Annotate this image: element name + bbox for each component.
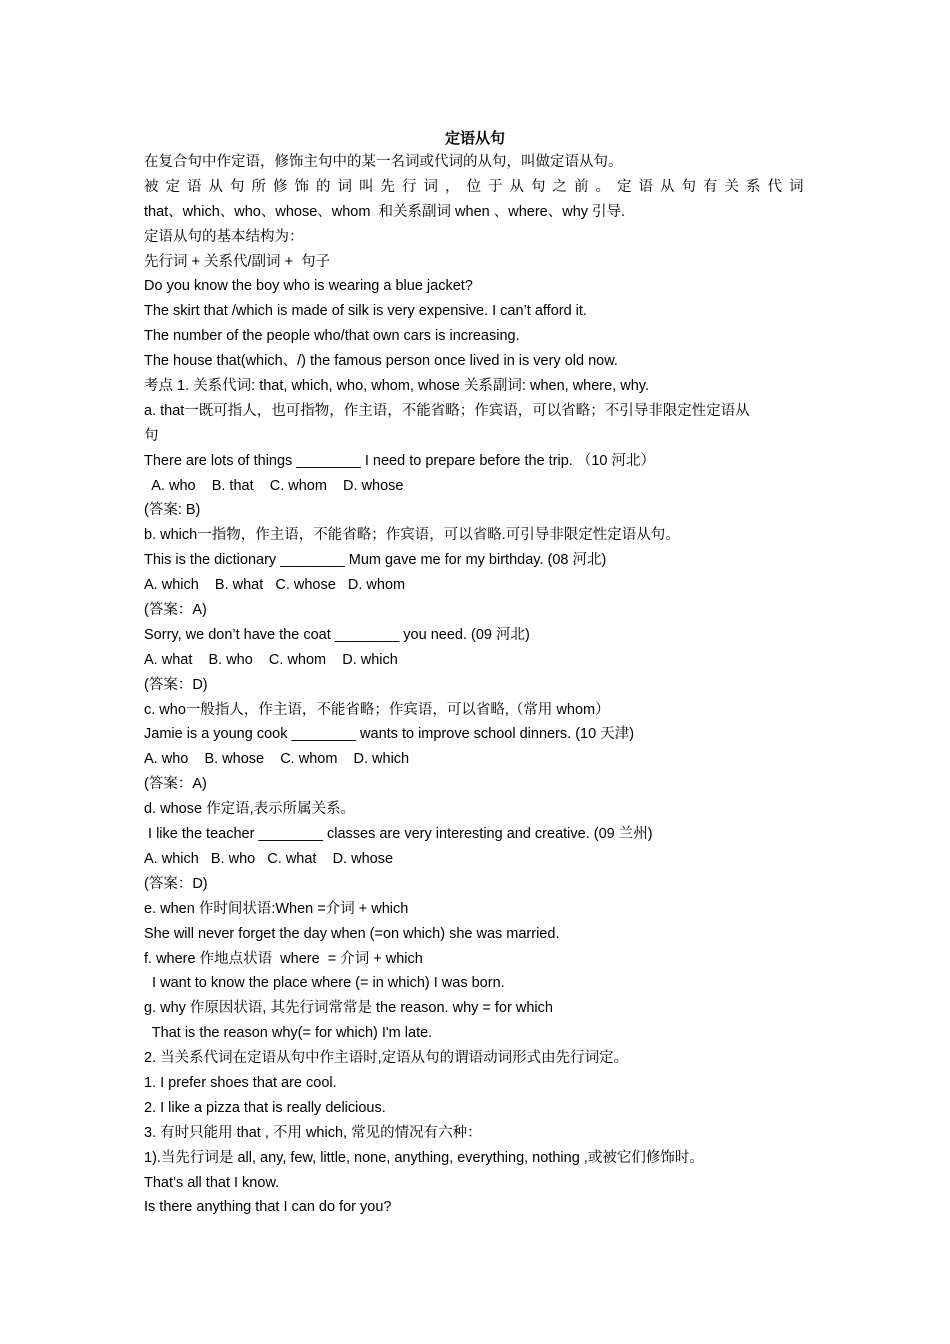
- text-line: Do you know the boy who is wearing a blue jacket?: [144, 278, 473, 295]
- text-line: I like the teacher ________ classes are very interesting and creative. (09 兰州): [144, 826, 653, 843]
- document-body: [144, 150, 808, 1220]
- document-title: 定语从句: [444, 129, 505, 147]
- text-line: (答案：A): [144, 776, 207, 793]
- text-line: A. which B. what C. whose D. whom: [144, 577, 406, 594]
- text-line: 考点 1. 关系代词: that, which, who, whom, whose 关系副词: when, where, why.: [144, 378, 649, 395]
- text-line: There are lots of things ________ I need to prepare before the trip. （10 河北）: [144, 452, 656, 469]
- text-line: The number of the people who/that own cars is increasing.: [144, 328, 520, 345]
- text-line: That is the reason why(= for which) I'm late.: [144, 1025, 433, 1042]
- text-line: 2. 当关系代词在定语从句中作主语时,定语从句的谓语动词形式由先行词定。: [144, 1050, 629, 1067]
- text-line: (答案：D): [144, 875, 208, 892]
- text-line: (答案: B): [144, 502, 201, 519]
- text-line: I want to know the place where (= in which) I was born.: [144, 975, 505, 992]
- text-line: a. that一既可指人，也可指物，作主语，不能省略；作宾语，可以省略；不引导非限定性定语从: [144, 402, 750, 419]
- text-line: She will never forget the day when (=on which) she was married.: [144, 925, 560, 942]
- text-line: 被定语从句所修饰的词叫先行词，位于从句之前。定语从句有关系代词: [144, 178, 808, 195]
- text-line: e. when 作时间状语:When =介词 + which: [144, 900, 409, 917]
- text-line: Jamie is a young cook ________ wants to improve school dinners. (10 天津): [144, 726, 635, 743]
- text-line: The skirt that /which is made of silk is very expensive. I can’t afford it.: [144, 303, 587, 320]
- text-line: that、which、who、whose、whom 和关系副词 when 、where、why 引导.: [144, 203, 626, 220]
- text-line: 2. I like a pizza that is really delicious.: [144, 1099, 386, 1116]
- text-line: This is the dictionary ________ Mum gave me for my birthday. (08 河北): [144, 552, 607, 569]
- text-line: d. whose 作定语,表示所属关系。: [144, 801, 356, 818]
- text-line: b. which一指物，作主语，不能省略；作宾语，可以省略.可引导非限定性定语从句。: [144, 527, 680, 544]
- text-line: (答案：A): [144, 602, 207, 619]
- text-line: 句: [144, 427, 159, 444]
- text-line: A. which B. who C. what D. whose: [144, 850, 394, 867]
- text-line: A. what B. who C. whom D. which: [144, 651, 398, 668]
- text-line: c. who一般指人，作主语，不能省略；作宾语，可以省略,（常用 whom）: [144, 701, 610, 718]
- text-line: A. who B. whose C. whom D. which: [144, 751, 410, 768]
- text-line: 1).当先行词是 all, any, few, little, none, anything, everything, nothing ,或被它们修饰时。: [144, 1149, 704, 1166]
- text-line: 在复合句中作定语，修饰主句中的某一名词或代词的从句，叫做定语从句。: [144, 154, 623, 170]
- text-line: f. where 作地点状语 where = 介词 + which: [144, 950, 423, 967]
- text-line: 1. I prefer shoes that are cool.: [144, 1074, 337, 1091]
- text-line: g. why 作原因状语, 其先行词常常是 the reason. why = for which: [144, 1000, 553, 1017]
- text-line: 3. 有时只能用 that , 不用 which, 常见的情况有六种：: [144, 1124, 482, 1141]
- text-line: A. who B. that C. whom D. whose: [144, 477, 404, 494]
- text-line: That’s all that I know.: [144, 1174, 280, 1191]
- text-line: 先行词 + 关系代/副词 + 句子: [144, 253, 331, 270]
- text-line: Sorry, we don’t have the coat ________ you need. (09 河北): [144, 626, 530, 643]
- text-line: (答案：D): [144, 676, 208, 693]
- text-line: Is there anything that I can do for you?: [144, 1199, 392, 1216]
- text-line: The house that(which、/) the famous person once lived in is very old now.: [144, 353, 618, 370]
- text-line: 定语从句的基本结构为：: [144, 228, 304, 245]
